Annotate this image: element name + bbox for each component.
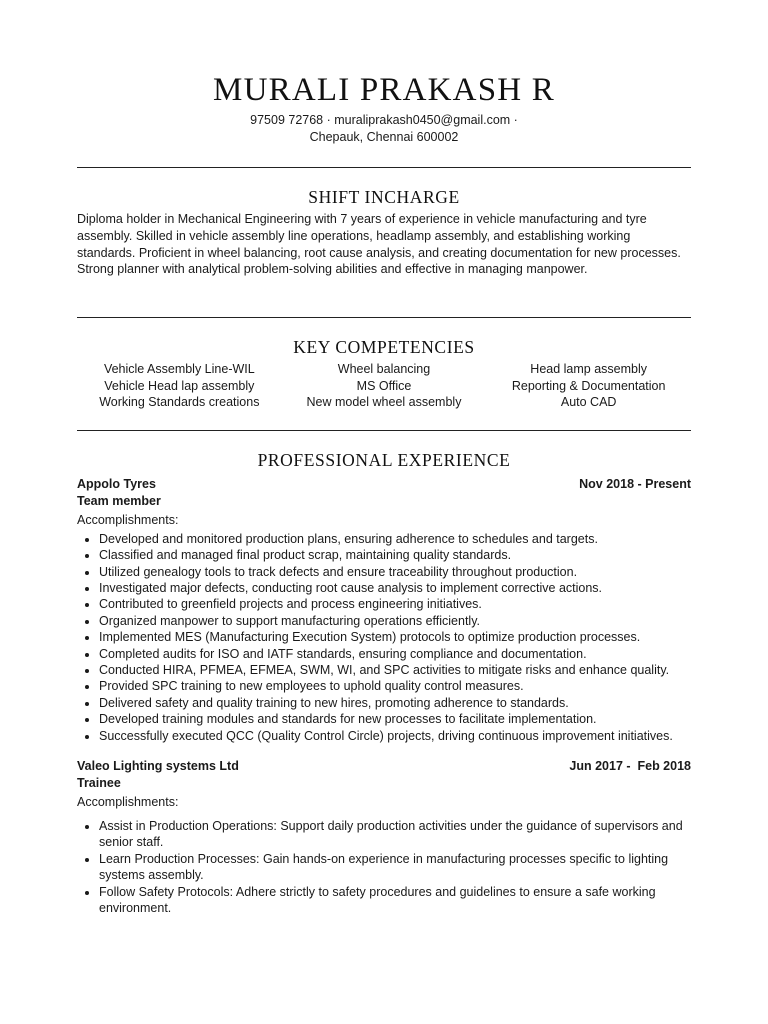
competency-item: Vehicle Head lap assembly: [104, 378, 255, 393]
list-item: • Utilized genealogy tools to track defects and ensure traceability throughout production.: [99, 564, 691, 580]
section-title-summary: SHIFT INCHARGE: [308, 187, 460, 207]
job-role: Trainee: [77, 775, 121, 790]
list-item: • Investigated major defects, conducting root cause analysis to implement corrective actions.: [99, 580, 691, 596]
job-header: [77, 476, 691, 493]
list-item: • Completed audits for ISO and IATF standards, ensuring compliance and documentation.: [99, 646, 691, 662]
candidate-name: MURALI PRAKASH R: [213, 72, 555, 108]
contact-address: Chepauk, Chennai 600002: [309, 130, 459, 144]
competency-item: Wheel balancing: [337, 362, 431, 377]
section-title-experience: PROFESSIONAL EXPERIENCE: [257, 449, 511, 470]
job-role: Team member: [77, 493, 161, 508]
list-item: • Follow Safety Protocols: Adhere strictly to safety procedures and guidelines to ensure a safe working environment.: [99, 884, 691, 917]
competency-item: New model wheel assembly: [306, 395, 462, 410]
job-header: [77, 758, 691, 775]
summary-text: Diploma holder in Mechanical Engineering with 7 years of experience in vehicle manufacturing and tyre assembly. Skilled in vehicle assembly line operations, headlamp assembly, and establishing working standards. Proficient in wheel balancing, root cause analysis, and creating documentation for new processes. Strong planner with analytical problem-solving abilities and effective in managing manpower.: [77, 212, 681, 277]
accomplishments-list: [77, 531, 691, 744]
competency-item: Auto CAD: [560, 395, 617, 410]
list-item: • Developed training modules and standards for new processes to facilitate implementation.: [99, 711, 691, 727]
job-dates: Nov 2018 - Present: [579, 476, 691, 491]
list-item: • Conducted HIRA, PFMEA, EFMEA, SWM, WI, and SPC activities to mitigate risks and enhance quality.: [99, 662, 691, 678]
divider: [77, 317, 691, 318]
competency-item: Vehicle Assembly Line-WIL: [103, 362, 255, 377]
accomplishments-label: Accomplishments:: [77, 794, 179, 809]
list-item: • Contributed to greenfield projects and process engineering initiatives.: [99, 596, 691, 612]
accomplishments-label: Accomplishments:: [77, 512, 179, 527]
job-entry: [77, 476, 691, 744]
divider: [77, 167, 691, 168]
competency-item: Head lamp assembly: [530, 362, 648, 377]
list-item: • Assist in Production Operations: Support daily production activities under the guidance of supervisors and senior staff.: [99, 818, 691, 851]
contact-info: [77, 112, 691, 146]
accomplishments-list: [77, 818, 691, 916]
list-item: • Successfully executed QCC (Quality Control Circle) projects, driving continuous improvement initiatives.: [99, 728, 691, 744]
list-item: • Delivered safety and quality training to new hires, promoting adherence to standards.: [99, 695, 691, 711]
competency-item: MS Office: [356, 378, 412, 393]
section-title-competencies: KEY COMPETENCIES: [293, 337, 475, 358]
contact-phone-email: 97509 72768 · muraliprakash0450@gmail.com ·: [250, 113, 518, 127]
competency-item: Reporting & Documentation: [511, 378, 666, 393]
list-item: • Classified and managed final product scrap, maintaining quality standards.: [99, 547, 691, 563]
job-company: Appolo Tyres: [77, 476, 156, 491]
list-item: • Provided SPC training to new employees to uphold quality control measures.: [99, 678, 691, 694]
divider: [77, 430, 691, 431]
competency-item: Working Standards creations: [99, 395, 260, 410]
competencies-grid: [77, 361, 691, 411]
list-item: • Implemented MES (Manufacturing Execution System) protocols to optimize production processes.: [99, 629, 691, 645]
job-company: Valeo Lighting systems Ltd: [77, 758, 239, 773]
job-entry: [77, 758, 691, 916]
list-item: • Organized manpower to support manufacturing operations efficiently.: [99, 613, 691, 629]
job-dates: Jun 2017 - Feb 2018: [569, 758, 691, 773]
list-item: • Learn Production Processes: Gain hands-on experience in manufacturing processes specific to lighting systems assembly.: [99, 851, 691, 884]
list-item: • Developed and monitored production plans, ensuring adherence to schedules and targets.: [99, 531, 691, 547]
